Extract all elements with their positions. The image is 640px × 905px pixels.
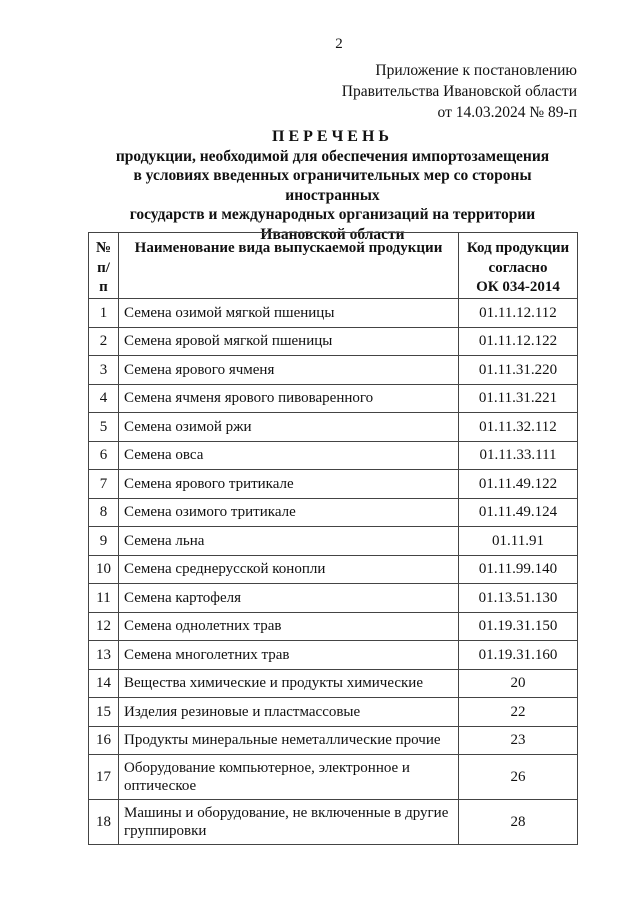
product-code: 01.11.99.140 (459, 555, 578, 584)
row-number: 4 (89, 384, 119, 413)
product-code: 22 (459, 698, 578, 727)
header-num-line: № (95, 240, 112, 256)
table-row (89, 413, 578, 442)
header-code (459, 233, 578, 299)
product-name: Изделия резиновые и пластмассовые (119, 698, 459, 727)
title-subtitle-line: продукции, необходимой для обеспечения импортозамещения (115, 147, 550, 165)
table-row (89, 498, 578, 527)
product-code: 01.19.31.150 (459, 612, 578, 641)
appendix-line: Правительства Ивановской области (341, 83, 577, 100)
product-code: 01.11.31.221 (459, 384, 578, 413)
table-row (89, 441, 578, 470)
row-number: 3 (89, 356, 119, 385)
product-name: Семена ярового тритикале (119, 470, 459, 499)
title-subtitle-line: в условиях введенных ограничительных мер со стороны иностранных (133, 167, 532, 204)
table-row (89, 470, 578, 499)
table-row (89, 555, 578, 584)
product-name: Семена многолетних трав (119, 641, 459, 670)
product-name: Семена яровой мягкой пшеницы (119, 327, 459, 356)
product-code: 01.11.12.112 (459, 299, 578, 328)
title-subtitle-line: Ивановской области (260, 225, 405, 243)
row-number: 15 (89, 698, 119, 727)
row-number: 5 (89, 413, 119, 442)
product-code: 01.19.31.160 (459, 641, 578, 670)
product-code: 01.11.49.122 (459, 470, 578, 499)
product-name: Семена ярового ячменя (119, 356, 459, 385)
table-header-row (89, 233, 578, 299)
appendix-line: от 14.03.2024 № 89-п (437, 104, 577, 121)
row-number: 11 (89, 584, 119, 613)
product-code: 01.11.31.220 (459, 356, 578, 385)
product-code: 23 (459, 726, 578, 755)
product-name: Продукты минеральные неметаллические прочие (119, 726, 459, 755)
row-number: 17 (89, 755, 119, 800)
row-number: 16 (89, 726, 119, 755)
row-number: 12 (89, 612, 119, 641)
header-code-line: Код продукции (466, 240, 570, 256)
header-num-line: п/п (97, 259, 110, 295)
product-name: Семена озимого тритикале (119, 498, 459, 527)
product-name: Семена озимой ржи (119, 413, 459, 442)
table-row (89, 527, 578, 556)
table-row (89, 698, 578, 727)
header-code-line: ОК 034-2014 (476, 279, 560, 295)
title-subtitle-line: государств и международных организаций на территории (129, 206, 536, 223)
header-name: Наименование вида выпускаемой продукции (119, 233, 459, 299)
product-code: 01.13.51.130 (459, 584, 578, 613)
row-number: 7 (89, 470, 119, 499)
product-name: Вещества химические и продукты химические (119, 669, 459, 698)
product-code: 01.11.91 (459, 527, 578, 556)
product-code: 20 (459, 669, 578, 698)
product-name: Семена среднерусской конопли (119, 555, 459, 584)
product-name: Семена однолетних трав (119, 612, 459, 641)
product-name: Семена овса (119, 441, 459, 470)
table-row (89, 800, 578, 845)
table-row (89, 356, 578, 385)
row-number: 18 (89, 800, 119, 845)
product-name: Оборудование компьютерное, электронное и оптическое (119, 755, 459, 800)
product-code: 01.11.12.122 (459, 327, 578, 356)
row-number: 6 (89, 441, 119, 470)
product-name: Машины и оборудование, не включенные в другие группировки (119, 800, 459, 845)
table-row (89, 641, 578, 670)
table-row (89, 327, 578, 356)
header-code-line: согласно (488, 259, 548, 276)
row-number: 10 (89, 555, 119, 584)
product-name: Семена льна (119, 527, 459, 556)
product-code: 01.11.32.112 (459, 413, 578, 442)
title-heading: ПЕРЕЧЕНЬ (272, 128, 393, 145)
row-number: 1 (89, 299, 119, 328)
table-row (89, 726, 578, 755)
product-name: Семена озимой мягкой пшеницы (119, 299, 459, 328)
product-code: 01.11.49.124 (459, 498, 578, 527)
header-num (89, 233, 119, 299)
table-row (89, 384, 578, 413)
product-code: 26 (459, 755, 578, 800)
product-name: Семена картофеля (119, 584, 459, 613)
row-number: 8 (89, 498, 119, 527)
product-name: Семена ячменя ярового пивоваренного (119, 384, 459, 413)
appendix-note (342, 60, 577, 123)
table-row (89, 612, 578, 641)
appendix-line: Приложение к постановлению (375, 62, 577, 79)
document-title (88, 127, 577, 244)
product-code: 28 (459, 800, 578, 845)
page-number: 2 (335, 36, 343, 52)
product-code: 01.11.33.111 (459, 441, 578, 470)
row-number: 2 (89, 327, 119, 356)
row-number: 13 (89, 641, 119, 670)
table-row (89, 584, 578, 613)
row-number: 14 (89, 669, 119, 698)
table-row (89, 669, 578, 698)
table-row (89, 299, 578, 328)
row-number: 9 (89, 527, 119, 556)
table-row (89, 755, 578, 800)
products-table (88, 232, 578, 845)
